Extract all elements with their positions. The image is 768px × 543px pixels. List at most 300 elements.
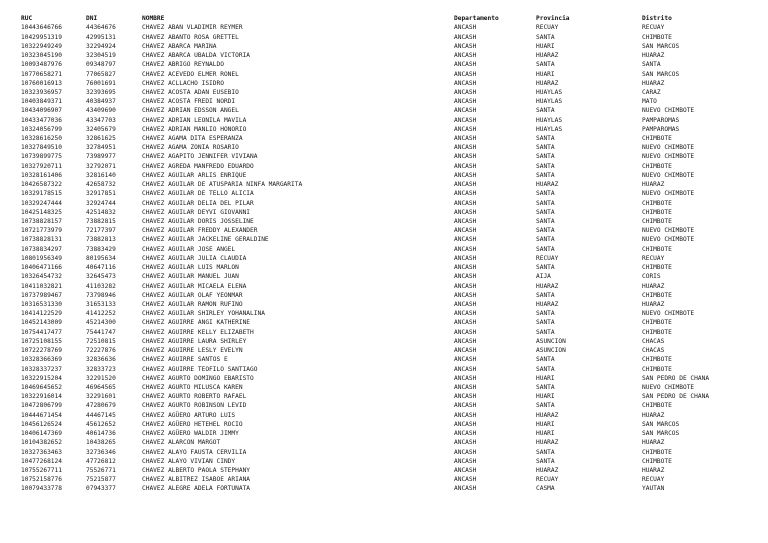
cell-departamento: ANCASH: [454, 319, 477, 327]
cell-nombre: CHAVEZ AGAPITO JENNIFER VIVIANA: [142, 153, 258, 161]
cell-distrito: NUEVO CHIMBOTE: [642, 227, 695, 235]
table-row: [0, 328, 768, 337]
cell-nombre: CHAVEZ AGÜERO HETEHEL ROCIO: [142, 420, 243, 428]
cell-dni: 77065827: [86, 70, 116, 78]
table-header: [0, 14, 768, 23]
cell-provincia: SANTA: [536, 218, 555, 226]
table-row: [0, 420, 768, 429]
cell-ruc: 10725108155: [21, 337, 62, 345]
cell-nombre: CHAVEZ ACOSTA FREDI NORDI: [142, 98, 236, 106]
cell-provincia: HUARI: [536, 393, 555, 401]
cell-ruc: 10472806799: [21, 402, 62, 410]
table-row: [0, 475, 768, 484]
cell-dni: 73882813: [86, 236, 116, 244]
cell-ruc: 10324056799: [21, 125, 62, 133]
cell-ruc: 10328337237: [21, 365, 62, 373]
cell-departamento: ANCASH: [454, 190, 477, 198]
cell-ruc: 10316531330: [21, 301, 62, 308]
cell-provincia: SANTA: [536, 291, 555, 299]
cell-distrito: CHIMBOTE: [642, 457, 672, 465]
table-row: [0, 365, 768, 374]
cell-departamento: ANCASH: [454, 485, 477, 493]
cell-ruc: 10322915204: [21, 374, 62, 382]
cell-provincia: HUARI: [536, 42, 555, 50]
cell-departamento: ANCASH: [454, 457, 477, 465]
cell-nombre: CHAVEZ ADRIAN MANLIO HONORIO: [142, 125, 247, 133]
cell-nombre: CHAVEZ AGUILAR JACKELINE GERALDINE: [142, 236, 269, 244]
cell-provincia: HUARAZ: [536, 439, 559, 447]
cell-nombre: CHAVEZ ADRIAN LEONILA MAVILA: [142, 116, 247, 124]
cell-provincia: HUARAZ: [536, 52, 559, 60]
cell-dni: 07943377: [86, 485, 116, 493]
cell-nombre: CHAVEZ AGUIRRE SANTOS E: [142, 356, 228, 364]
table-row: [0, 263, 768, 272]
table-row: [0, 438, 768, 447]
cell-dni: 44467145: [86, 411, 116, 419]
cell-distrito: HUARAZ: [642, 466, 665, 474]
cell-ruc: 10755267711: [21, 466, 62, 474]
cell-distrito: CHIMBOTE: [642, 328, 672, 336]
cell-distrito: NUEVO CHIMBOTE: [642, 153, 695, 161]
cell-ruc: 10329178515: [21, 190, 62, 198]
cell-ruc: 10329247444: [21, 199, 62, 207]
cell-distrito: SAN PEDRO DE CHANA: [642, 393, 710, 401]
table-row: [0, 162, 768, 171]
cell-distrito: HUARAZ: [642, 181, 665, 189]
cell-departamento: ANCASH: [454, 88, 477, 96]
cell-departamento: ANCASH: [454, 328, 477, 336]
cell-ruc: 10754417477: [21, 328, 62, 336]
cell-distrito: HUARAZ: [642, 79, 665, 87]
cell-ruc: 10322916014: [21, 393, 62, 401]
cell-provincia: HUARAZ: [536, 79, 559, 87]
cell-departamento: ANCASH: [454, 227, 477, 235]
table-row: [0, 116, 768, 125]
cell-nombre: CHAVEZ AGAMA ZONIA ROSARIO: [142, 144, 239, 152]
cell-dni: 45214300: [86, 319, 116, 327]
header-ruc: RUC: [21, 15, 33, 22]
table-row: [0, 125, 768, 134]
table-row: [0, 254, 768, 263]
cell-provincia: ASUNCION: [536, 347, 566, 355]
header-nombre: NOMBRE: [142, 15, 165, 22]
cell-departamento: ANCASH: [454, 162, 477, 170]
cell-distrito: HUARAZ: [642, 439, 665, 447]
cell-distrito: CHIMBOTE: [642, 33, 672, 41]
cell-departamento: ANCASH: [454, 310, 477, 318]
cell-nombre: CHAVEZ AGUIRRE LAURA SHIRLEY: [142, 337, 247, 345]
cell-distrito: CHIMBOTE: [642, 264, 672, 272]
cell-provincia: HUARI: [536, 70, 555, 78]
cell-provincia: HUARI: [536, 430, 555, 438]
table-row: [0, 226, 768, 235]
cell-departamento: ANCASH: [454, 439, 477, 447]
cell-dni: 10438265: [86, 439, 116, 447]
cell-nombre: CHAVEZ AGURTO DOMINGO EBARISTO: [142, 374, 254, 382]
cell-distrito: SAN MARCOS: [642, 420, 680, 428]
cell-ruc: 10406147369: [21, 430, 62, 438]
cell-ruc: 10327363463: [21, 448, 62, 456]
table-row: [0, 282, 768, 291]
cell-dni: 43347703: [86, 116, 116, 124]
cell-departamento: ANCASH: [454, 254, 477, 262]
cell-nombre: CHAVEZ ALBERTO PAOLA STEPHANY: [142, 466, 251, 474]
cell-departamento: ANCASH: [454, 24, 477, 32]
cell-provincia: HUARAZ: [536, 282, 559, 290]
cell-provincia: SANTA: [536, 227, 555, 235]
cell-ruc: 10721773979: [21, 227, 62, 235]
cell-distrito: CHACAS: [642, 347, 665, 355]
table-row: [0, 199, 768, 208]
cell-provincia: SANTA: [536, 383, 555, 391]
cell-provincia: ASUNCION: [536, 337, 566, 345]
cell-nombre: CHAVEZ AGREDA MANFREDO EDUARDO: [142, 162, 254, 170]
table-row: [0, 70, 768, 79]
cell-distrito: CHIMBOTE: [642, 162, 672, 170]
cell-distrito: SANTA: [642, 61, 661, 69]
cell-provincia: AIJA: [536, 273, 551, 281]
table-row: [0, 318, 768, 327]
cell-departamento: ANCASH: [454, 42, 477, 50]
cell-provincia: SANTA: [536, 264, 555, 272]
cell-ruc: 10456126524: [21, 420, 62, 428]
cell-nombre: CHAVEZ AGÜERO ARTURO LUIS: [142, 411, 236, 419]
cell-departamento: ANCASH: [454, 347, 477, 355]
cell-provincia: SANTA: [536, 365, 555, 373]
table-row: [0, 79, 768, 88]
cell-nombre: CHAVEZ AGUILAR JULIA CLAUDIA: [142, 254, 247, 262]
cell-ruc: 10469645652: [21, 383, 62, 391]
cell-distrito: CHIMBOTE: [642, 245, 672, 253]
cell-nombre: CHAVEZ ALAYO VIVIAN CINDY: [142, 457, 236, 465]
cell-distrito: CHACAS: [642, 337, 665, 345]
cell-dni: 32792071: [86, 162, 116, 170]
cell-departamento: ANCASH: [454, 171, 477, 179]
cell-departamento: ANCASH: [454, 181, 477, 189]
table-row: [0, 300, 768, 309]
cell-provincia: SANTA: [536, 328, 555, 336]
cell-provincia: RECUAY: [536, 24, 559, 32]
cell-nombre: CHAVEZ AGUILAR DE TELLO ALICIA: [142, 190, 254, 198]
cell-nombre: CHAVEZ AGURTO MILUSCA KAREN: [142, 383, 243, 391]
table-row: [0, 171, 768, 180]
cell-dni: 72510815: [86, 337, 116, 345]
table-row: [0, 337, 768, 346]
cell-distrito: HUARAZ: [642, 411, 665, 419]
cell-dni: 32393695: [86, 88, 116, 96]
cell-dni: 09348797: [86, 61, 116, 69]
cell-ruc: 10414122529: [21, 310, 62, 318]
cell-distrito: HUARAZ: [642, 52, 665, 60]
cell-departamento: ANCASH: [454, 476, 477, 484]
cell-nombre: CHAVEZ AGUIRRE TEOFILO SANTIAGO: [142, 365, 258, 373]
cell-provincia: SANTA: [536, 457, 555, 465]
cell-provincia: SANTA: [536, 199, 555, 207]
cell-dni: 32924744: [86, 199, 116, 207]
cell-departamento: ANCASH: [454, 402, 477, 410]
cell-nombre: CHAVEZ AGUILAR JOSE ANGEL: [142, 245, 236, 253]
table-row: [0, 392, 768, 401]
cell-distrito: SAN PEDRO DE CHANA: [642, 374, 710, 382]
cell-nombre: CHAVEZ AGURTO ROBERTO RAFAEL: [142, 393, 247, 401]
table-row: [0, 401, 768, 410]
cell-dni: 42658732: [86, 181, 116, 189]
cell-provincia: SANTA: [536, 153, 555, 161]
cell-departamento: ANCASH: [454, 356, 477, 364]
cell-nombre: CHAVEZ AGUILAR SHIRLEY YOHANALINA: [142, 310, 265, 318]
cell-dni: 32294924: [86, 42, 116, 50]
table-row: [0, 355, 768, 364]
cell-nombre: CHAVEZ ACLLACHO ISIDRO: [142, 79, 224, 87]
cell-nombre: CHAVEZ ALARCON MARGOT: [142, 439, 221, 447]
cell-ruc: 10801956349: [21, 254, 62, 262]
cell-nombre: CHAVEZ ALBITREZ ISABOE ARIANA: [142, 476, 251, 484]
cell-distrito: PAMPAROMAS: [642, 125, 680, 133]
cell-ruc: 10434096907: [21, 107, 62, 115]
cell-dni: 32291601: [86, 393, 116, 401]
table-row: [0, 291, 768, 300]
cell-distrito: CHIMBOTE: [642, 135, 672, 143]
cell-nombre: CHAVEZ AGUILAR DORIS JOSSELINE: [142, 218, 254, 226]
cell-dni: 75526771: [86, 466, 116, 474]
cell-ruc: 10093487976: [21, 61, 62, 69]
cell-departamento: ANCASH: [454, 107, 477, 115]
cell-nombre: CHAVEZ ALAYO FAUSTA CERVILIA: [142, 448, 247, 456]
table-row: [0, 457, 768, 466]
cell-departamento: ANCASH: [454, 70, 477, 78]
cell-departamento: ANCASH: [454, 208, 477, 216]
cell-provincia: SANTA: [536, 171, 555, 179]
cell-dni: 75441747: [86, 328, 116, 336]
cell-departamento: ANCASH: [454, 393, 477, 401]
cell-ruc: 10403849371: [21, 98, 62, 106]
cell-provincia: HUARAZ: [536, 301, 559, 308]
cell-provincia: HUARI: [536, 374, 555, 382]
table-row: [0, 97, 768, 106]
cell-nombre: CHAVEZ AGUILAR DEYVI GIOVANNI: [142, 208, 251, 216]
cell-dni: 32736346: [86, 448, 116, 456]
cell-ruc: 10426587322: [21, 181, 62, 189]
cell-departamento: ANCASH: [454, 411, 477, 419]
cell-dni: 32405679: [86, 125, 116, 133]
cell-dni: 41103282: [86, 282, 116, 290]
cell-distrito: CHIMBOTE: [642, 402, 672, 410]
cell-ruc: 10477268124: [21, 457, 62, 465]
cell-ruc: 10452143009: [21, 319, 62, 327]
cell-ruc: 10323045190: [21, 52, 62, 60]
cell-ruc: 10737989467: [21, 291, 62, 299]
cell-provincia: SANTA: [536, 61, 555, 69]
table-row: [0, 217, 768, 226]
cell-departamento: ANCASH: [454, 291, 477, 299]
cell-nombre: CHAVEZ AGUIRRE ANGI KATHERINE: [142, 319, 251, 327]
cell-distrito: NUEVO CHIMBOTE: [642, 171, 695, 179]
table-row: [0, 23, 768, 32]
cell-dni: 40647116: [86, 264, 116, 272]
cell-dni: 42995131: [86, 33, 116, 41]
cell-dni: 42514832: [86, 208, 116, 216]
cell-provincia: HUAYLAS: [536, 98, 563, 106]
cell-provincia: HUAYLAS: [536, 125, 563, 133]
cell-distrito: CARAZ: [642, 88, 661, 96]
cell-nombre: CHAVEZ ADRIAN EDSSON ANGEL: [142, 107, 239, 115]
cell-distrito: NUEVO CHIMBOTE: [642, 190, 695, 198]
cell-ruc: 10429951319: [21, 33, 62, 41]
cell-departamento: ANCASH: [454, 301, 477, 308]
cell-dni: 73989977: [86, 153, 116, 161]
header-departamento: Departamento: [454, 15, 499, 22]
cell-nombre: CHAVEZ ABARCA MARINA: [142, 42, 217, 50]
cell-provincia: HUARAZ: [536, 411, 559, 419]
cell-departamento: ANCASH: [454, 135, 477, 143]
cell-departamento: ANCASH: [454, 144, 477, 152]
cell-distrito: SAN MARCOS: [642, 430, 680, 438]
cell-distrito: NUEVO CHIMBOTE: [642, 107, 695, 115]
cell-provincia: SANTA: [536, 135, 555, 143]
cell-dni: 32861625: [86, 135, 116, 143]
table-row: [0, 374, 768, 383]
cell-ruc: 10444671454: [21, 411, 62, 419]
header-provincia: Provincia: [536, 15, 570, 22]
cell-provincia: HUARI: [536, 420, 555, 428]
cell-nombre: CHAVEZ AGUILAR ARLIS ENRIQUE: [142, 171, 247, 179]
table-row: [0, 235, 768, 244]
table-row: [0, 272, 768, 281]
table-row: [0, 429, 768, 438]
cell-dni: 73883429: [86, 245, 116, 253]
cell-ruc: 10327849510: [21, 144, 62, 152]
cell-dni: 32304519: [86, 52, 116, 60]
cell-departamento: ANCASH: [454, 273, 477, 281]
cell-departamento: ANCASH: [454, 430, 477, 438]
cell-distrito: SAN MARCOS: [642, 42, 680, 50]
cell-provincia: CASMA: [536, 485, 555, 493]
cell-distrito: SAN MARCOS: [642, 70, 680, 78]
cell-dni: 46964565: [86, 383, 116, 391]
cell-departamento: ANCASH: [454, 98, 477, 106]
cell-departamento: ANCASH: [454, 365, 477, 373]
table-row: [0, 346, 768, 355]
cell-distrito: YAUTAN: [642, 485, 665, 493]
cell-distrito: NUEVO CHIMBOTE: [642, 383, 695, 391]
cell-distrito: CHIMBOTE: [642, 208, 672, 216]
cell-provincia: SANTA: [536, 356, 555, 364]
table-row: [0, 51, 768, 60]
cell-provincia: SANTA: [536, 310, 555, 318]
cell-departamento: ANCASH: [454, 116, 477, 124]
cell-departamento: ANCASH: [454, 282, 477, 290]
cell-distrito: MATO: [642, 98, 657, 106]
cell-ruc: 10738828131: [21, 236, 62, 244]
cell-nombre: CHAVEZ ACOSTA ADAN EUSEBIO: [142, 88, 239, 96]
table-row: [0, 466, 768, 475]
cell-distrito: NUEVO CHIMBOTE: [642, 144, 695, 152]
cell-dni: 80195634: [86, 254, 116, 262]
cell-ruc: 10738828157: [21, 218, 62, 226]
cell-provincia: HUARAZ: [536, 466, 559, 474]
cell-dni: 32816140: [86, 171, 116, 179]
cell-nombre: CHAVEZ ABRIGO REYNALDO: [142, 61, 224, 69]
cell-ruc: 10425148325: [21, 208, 62, 216]
cell-ruc: 10326454732: [21, 273, 62, 281]
cell-provincia: SANTA: [536, 402, 555, 410]
table-row: [0, 88, 768, 97]
header-dni: DNI: [86, 15, 98, 22]
cell-dni: 40384937: [86, 98, 116, 106]
cell-distrito: PAMPAROMAS: [642, 116, 680, 124]
cell-provincia: SANTA: [536, 190, 555, 198]
cell-nombre: CHAVEZ AGUILAR MANUEL JUAN: [142, 273, 239, 281]
cell-provincia: SANTA: [536, 236, 555, 244]
cell-departamento: ANCASH: [454, 33, 477, 41]
cell-departamento: ANCASH: [454, 466, 477, 474]
cell-departamento: ANCASH: [454, 52, 477, 60]
cell-dni: 72177397: [86, 227, 116, 235]
cell-ruc: 10739899775: [21, 153, 62, 161]
cell-provincia: SANTA: [536, 245, 555, 253]
cell-ruc: 10322949249: [21, 42, 62, 50]
cell-ruc: 10752158776: [21, 476, 62, 484]
cell-provincia: SANTA: [536, 208, 555, 216]
cell-ruc: 10433477036: [21, 116, 62, 124]
cell-provincia: SANTA: [536, 162, 555, 170]
table-row: [0, 106, 768, 115]
cell-distrito: CHIMBOTE: [642, 218, 672, 226]
cell-departamento: ANCASH: [454, 245, 477, 253]
cell-ruc: 10738834297: [21, 245, 62, 253]
cell-nombre: CHAVEZ ABANTO ROSA GRETTEL: [142, 33, 239, 41]
cell-departamento: ANCASH: [454, 61, 477, 69]
cell-departamento: ANCASH: [454, 383, 477, 391]
cell-dni: 47726812: [86, 457, 116, 465]
table-row: [0, 245, 768, 254]
cell-provincia: SANTA: [536, 33, 555, 41]
cell-distrito: NUEVO CHIMBOTE: [642, 310, 695, 318]
cell-distrito: CORIS: [642, 273, 661, 281]
table-row: [0, 33, 768, 42]
cell-nombre: CHAVEZ ABARCA UBALDA VICTORIA: [142, 52, 251, 60]
cell-distrito: RECUAY: [642, 254, 665, 262]
cell-dni: 40614736: [86, 430, 116, 438]
cell-dni: 32836636: [86, 356, 116, 364]
cell-provincia: HUAYLAS: [536, 88, 563, 96]
cell-departamento: ANCASH: [454, 374, 477, 382]
cell-departamento: ANCASH: [454, 236, 477, 244]
table-row: [0, 180, 768, 189]
cell-departamento: ANCASH: [454, 337, 477, 345]
cell-dni: 73798946: [86, 291, 116, 299]
cell-distrito: RECUAY: [642, 476, 665, 484]
table-row: [0, 383, 768, 392]
cell-nombre: CHAVEZ AGUILAR MICAELA ELENA: [142, 282, 247, 290]
cell-dni: 32645473: [86, 273, 116, 281]
table-row: [0, 309, 768, 318]
cell-departamento: ANCASH: [454, 264, 477, 272]
cell-distrito: CHIMBOTE: [642, 356, 672, 364]
cell-provincia: SANTA: [536, 448, 555, 456]
cell-provincia: RECUAY: [536, 254, 559, 262]
cell-nombre: CHAVEZ AGAMA DITA ESPERANZA: [142, 135, 243, 143]
cell-dni: 32833723: [86, 365, 116, 373]
cell-nombre: CHAVEZ AGUILAR OLAF YEONMAR: [142, 291, 243, 299]
cell-ruc: 10104382652: [21, 439, 62, 447]
cell-dni: 32917851: [86, 190, 116, 198]
table-row: [0, 152, 768, 161]
cell-ruc: 10760016913: [21, 79, 62, 87]
cell-provincia: SANTA: [536, 319, 555, 327]
cell-ruc: 10079433778: [21, 485, 62, 493]
table-row: [0, 484, 768, 493]
